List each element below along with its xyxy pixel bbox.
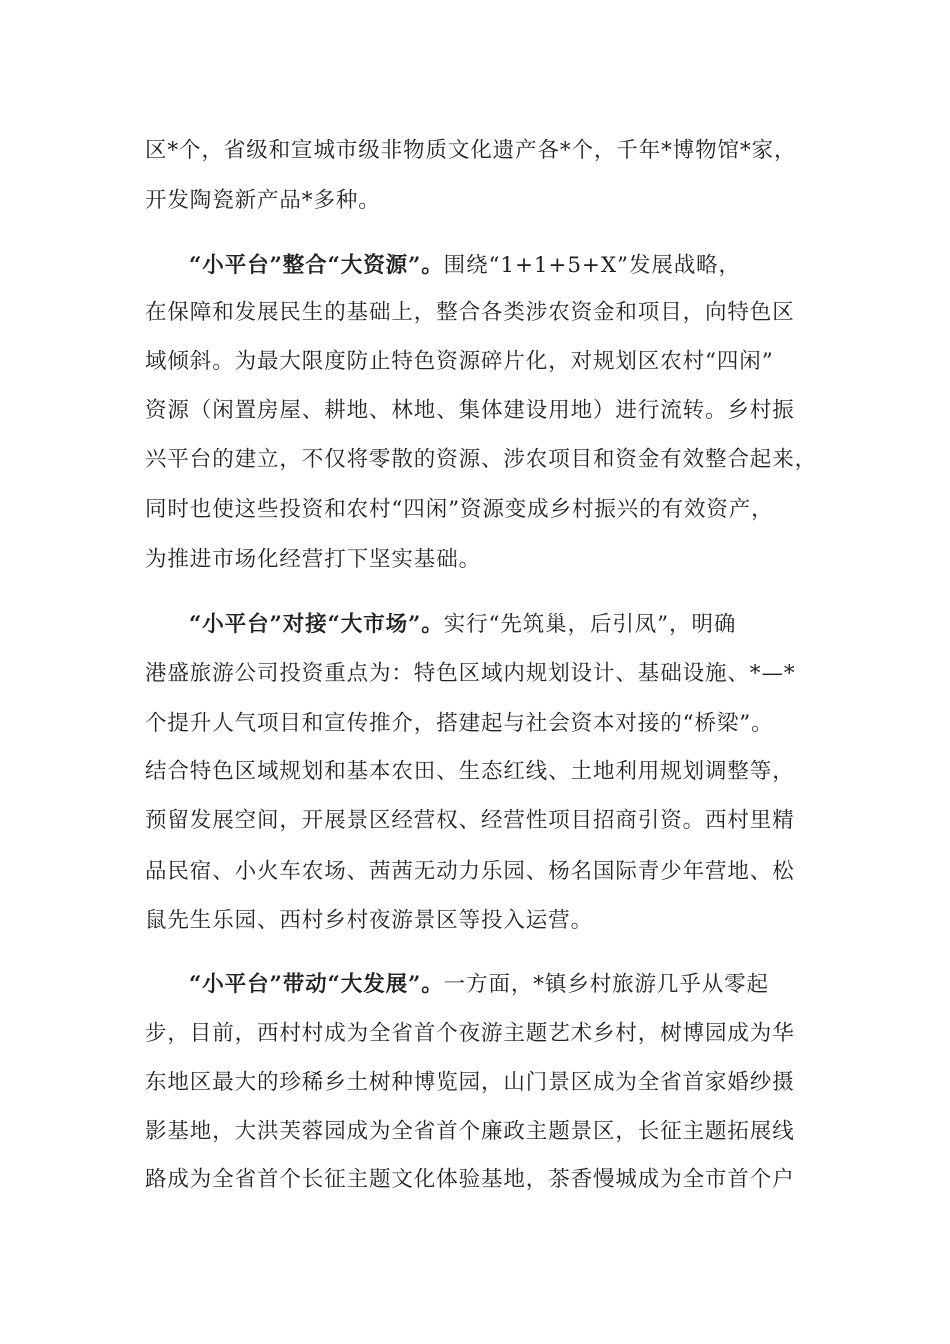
paragraph-line: 结合特色区域规划和基本农田、生态红线、土地利用规划调整等， bbox=[145, 759, 795, 784]
paragraph-heading: “小平台”整合“大资源”。 bbox=[189, 253, 444, 278]
paragraph-line: 兴平台的建立，不仅将零散的资源、涉农项目和资金有效整合起来， bbox=[145, 447, 818, 472]
paragraph-heading: “小平台”对接“大市场”。 bbox=[189, 612, 444, 637]
paragraph-line: 个提升人气项目和宣传推介，搭建起与社会资本对接的“桥梁”。 bbox=[145, 711, 774, 736]
paragraph-line: 步，目前，西村村成为全省首个夜游主题艺术乡村，树博园成为华 bbox=[145, 1021, 795, 1046]
paragraph-line: 路成为全省首个长征主题文化体验基地，茶香慢城成为全市首个户 bbox=[145, 1167, 795, 1192]
paragraph-line: 港盛旅游公司投资重点为：特色区域内规划设计、基础设施、*—* bbox=[145, 661, 796, 686]
paragraph-heading: “小平台”带动“大发展”。 bbox=[189, 972, 444, 997]
paragraph-line: 影基地，大洪芙蓉园成为全省首个廉政主题景区，长征主题拓展线 bbox=[145, 1119, 795, 1144]
paragraph-line: 品民宿、小火车农场、茜茜无动力乐园、杨名国际青少年营地、松 bbox=[145, 859, 795, 884]
paragraph-first-line bbox=[189, 610, 869, 640]
paragraph-line: 资源（闲置房屋、耕地、林地、集体建设用地）进行流转。乡村振 bbox=[145, 398, 795, 423]
paragraph-line: 开发陶瓷新产品*多种。 bbox=[145, 188, 381, 213]
paragraph-line: 同时也使这些投资和农村“四闲”资源变成乡村振兴的有效资产， bbox=[145, 497, 774, 522]
paragraph-line: 为推进市场化经营打下坚实基础。 bbox=[145, 547, 482, 572]
paragraph-line: 区*个，省级和宣城市级非物质文化遗产各*个，千年*博物馆*家， bbox=[145, 138, 797, 163]
paragraph-text: 一方面，*镇乡村旅游几乎从零起 bbox=[443, 972, 769, 997]
paragraph-first-line bbox=[189, 251, 869, 281]
paragraph-line: 鼠先生乐园、西村乡村夜游景区等投入运营。 bbox=[145, 908, 594, 933]
paragraph-line: 域倾斜。为最大限度防止特色资源碎片化，对规划区农村“四闲” bbox=[145, 349, 774, 374]
paragraph-text: 围绕“1+1+5+X”发展战略， bbox=[443, 253, 741, 278]
paragraph-line: 东地区最大的珍稀乡土树种博览园，山门景区成为全省首家婚纱摄 bbox=[145, 1070, 795, 1095]
paragraph-line: 在保障和发展民生的基础上，整合各类涉农资金和项目，向特色区 bbox=[145, 300, 795, 325]
paragraph-first-line bbox=[189, 970, 869, 1000]
paragraph-text: 实行“先筑巢，后引凤”，明确 bbox=[443, 612, 737, 637]
paragraph-line: 预留发展空间，开展景区经营权、经营性项目招商引资。西村里精 bbox=[145, 808, 795, 833]
